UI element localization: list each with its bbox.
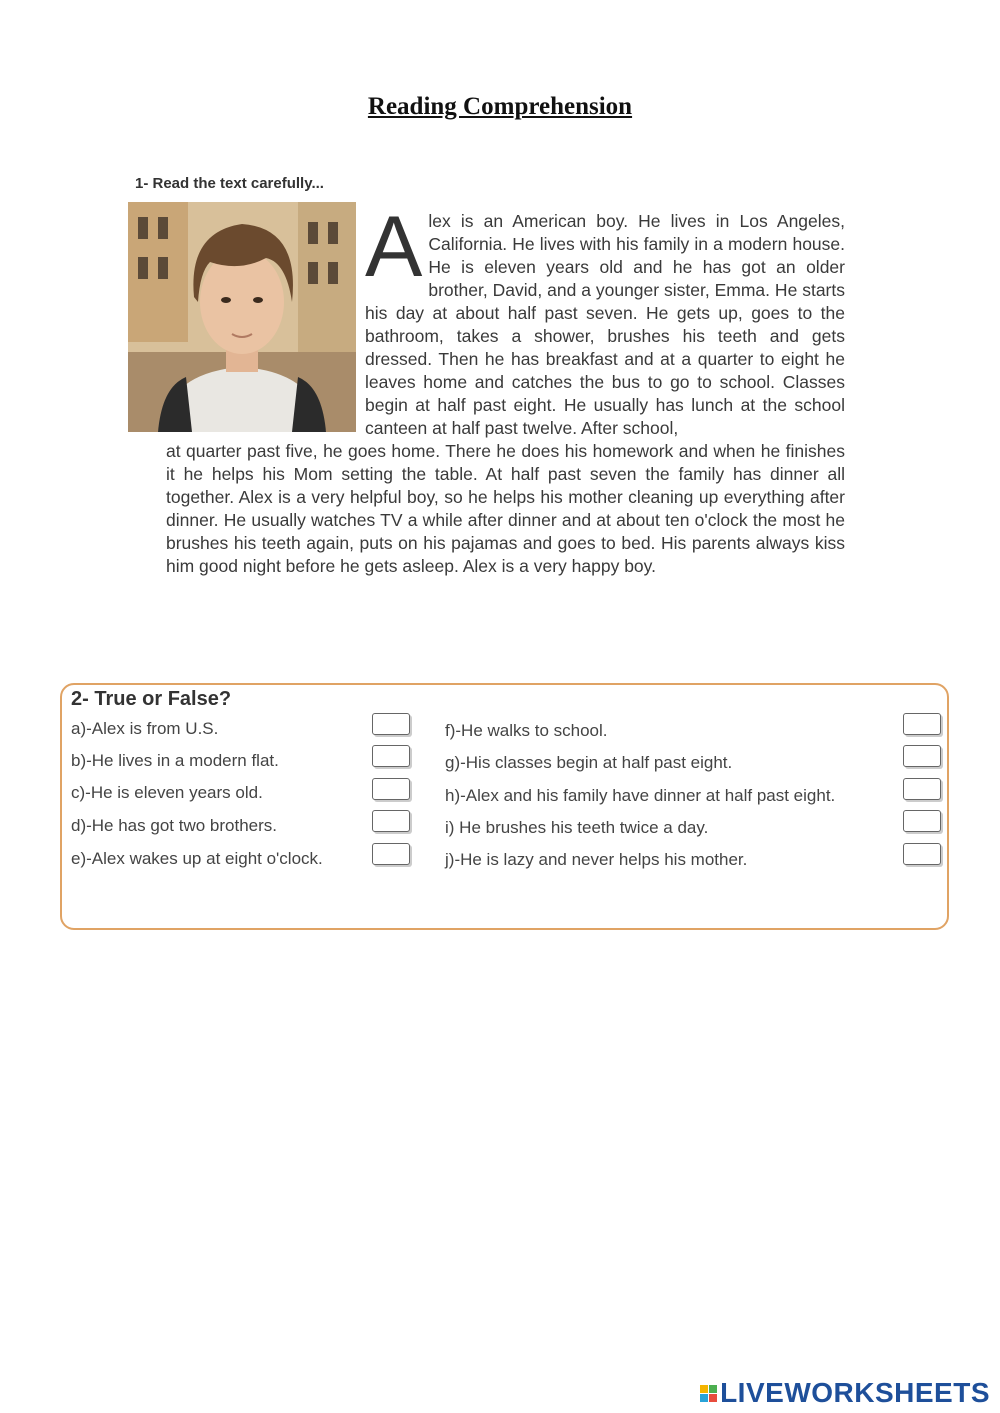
question-g: g)-His classes begin at half past eight. — [445, 753, 733, 772]
section1-instruction: 1- Read the text carefully... — [135, 175, 324, 192]
reading-text-bottom: at quarter past five, he goes home. There he does his homework and when he finishes it he helps his Mom setting the table. At half past seven the family has dinner all together. Alex is a very helpful boy, so he helps his mother cleaning up everything after dinner. He usually watches TV a while after dinner and at about ten o'clock the most he brushes his teeth again, puts on his pajamas and goes to bed. His parents always kiss him good night before he gets asleep. Alex is a very happy boy. — [166, 441, 845, 576]
logo-text: LIVEWORKSHEETS — [720, 1377, 990, 1408]
reading-text-top — [365, 199, 845, 440]
question-f: f)-He walks to school. — [445, 721, 608, 740]
answer-box-e[interactable] — [372, 843, 410, 865]
boy-photo — [128, 202, 356, 432]
liveworksheets-logo-icon — [700, 1385, 717, 1402]
answer-box-g[interactable] — [903, 745, 941, 767]
answer-box-h[interactable] — [903, 778, 941, 800]
answer-box-c[interactable] — [372, 778, 410, 800]
liveworksheets-logo — [700, 1378, 990, 1408]
question-j: j)-He is lazy and never helps his mother. — [445, 850, 748, 869]
answer-box-i[interactable] — [903, 810, 941, 832]
answer-box-b[interactable] — [372, 745, 410, 767]
question-h: h)-Alex and his family have dinner at half past eight. — [445, 786, 836, 805]
answer-box-f[interactable] — [903, 713, 941, 735]
question-a: a)-Alex is from U.S. — [71, 719, 219, 738]
drop-cap: A — [365, 199, 423, 295]
answer-box-a[interactable] — [372, 713, 410, 735]
question-i: i) He brushes his teeth twice a day. — [445, 818, 709, 837]
true-false-title: 2- True or False? — [71, 688, 232, 710]
answer-box-d[interactable] — [372, 810, 410, 832]
page-title: Reading Comprehension — [367, 93, 633, 120]
question-c: c)-He is eleven years old. — [71, 783, 263, 802]
question-b: b)-He lives in a modern flat. — [71, 751, 279, 770]
reading-paragraph-top: lex is an American boy. He lives in Los Angeles, California. He lives with his family in a modern house. He is eleven years old and he has got an older brother, David, and a younger sister, Emma. He starts his day at about half past seven. He gets up, goes to the bathroom, takes a shower, brushes his teeth and gets dressed. Then he has breakfast and at a quarter to eight he leaves home and catches the bus to go to school. Classes begin at half past eight. He usually has lunch at the school canteen at half past twelve. After school, — [365, 211, 845, 438]
question-e: e)-Alex wakes up at eight o'clock. — [71, 849, 323, 868]
answer-box-j[interactable] — [903, 843, 941, 865]
question-d: d)-He has got two brothers. — [71, 816, 277, 835]
